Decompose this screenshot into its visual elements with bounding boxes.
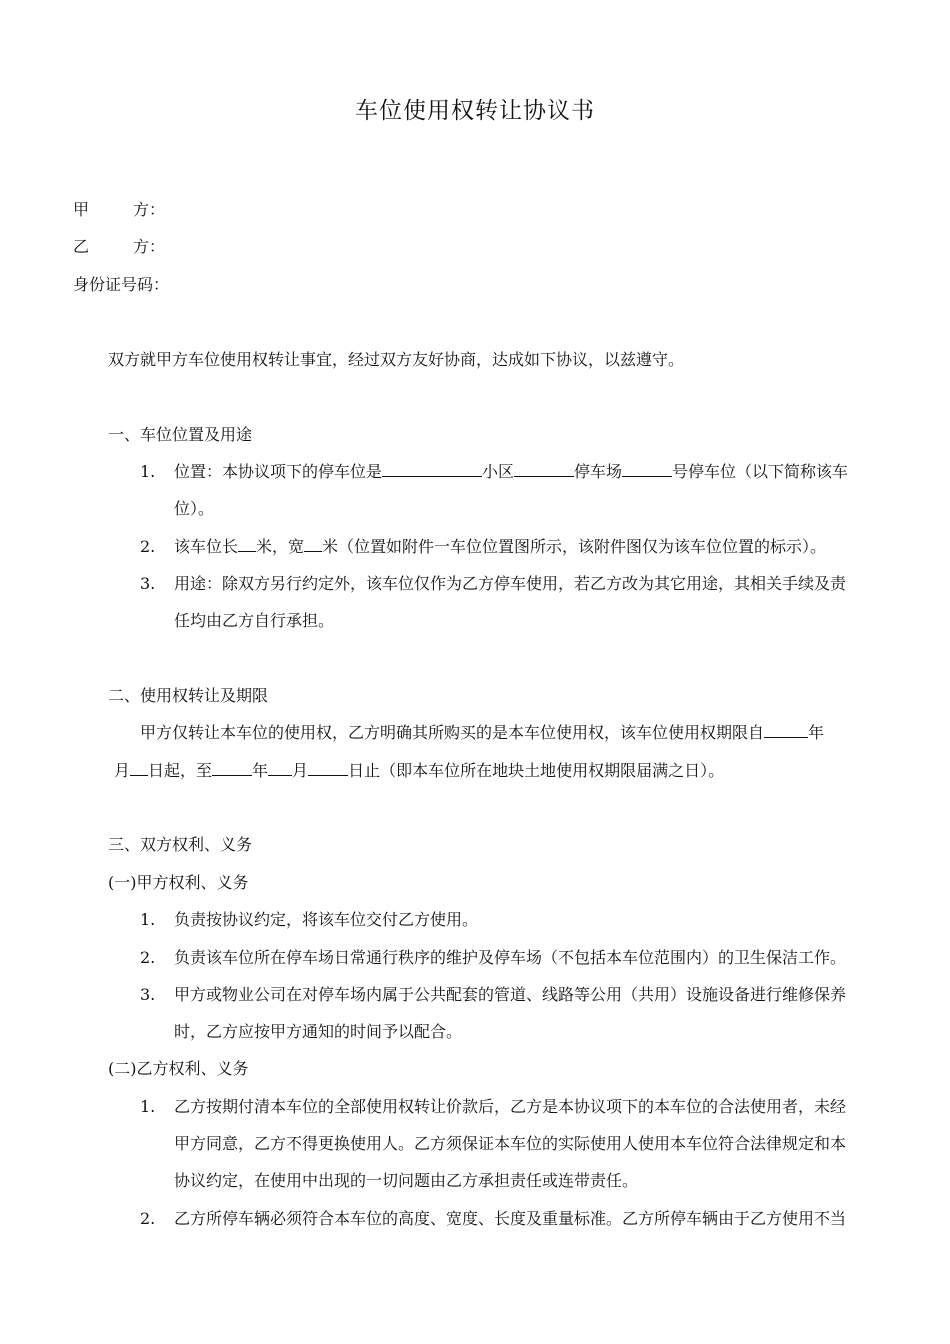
- s1-item2-number: 2.: [140, 537, 156, 556]
- s2-part4: 日起，至: [148, 761, 213, 780]
- s1-item1-continuation: 位）。: [174, 499, 215, 518]
- s3-sub1-heading: (一)甲方权利、义务: [108, 873, 249, 892]
- s2-paragraph-line1: [140, 723, 824, 743]
- s2-part2: 年: [808, 723, 825, 742]
- party-b-label: 乙: [73, 237, 90, 256]
- section3-heading: 三、双方权利、义务: [108, 835, 253, 854]
- s3-sub1-item3-number: 3.: [140, 985, 156, 1004]
- document-title: 车位使用权转让协议书: [355, 98, 595, 124]
- s1-item1-part3: 停车场: [574, 462, 623, 481]
- s3-sub2-item1-line3: 协议约定，在使用中出现的一切问题由乙方承担责任或连带责任。: [174, 1171, 639, 1190]
- s1-item1-number: 1.: [140, 462, 156, 481]
- intro-paragraph: 双方就甲方车位使用权转让事宜，经过双方友好协商，达成如下协议，以兹遵守。: [108, 350, 685, 369]
- end-month-blank: [268, 761, 292, 776]
- s3-sub1-item2-number: 2.: [140, 948, 156, 967]
- length-blank: [238, 537, 256, 552]
- parking-lot-blank: [514, 462, 574, 477]
- s1-item3-line1: 用途：除双方另行约定外，该车位仅作为乙方停车使用，若乙方改为其它用途，其相关手续及责: [174, 574, 847, 593]
- start-month-blank: [130, 761, 148, 776]
- section2-heading: 二、使用权转让及期限: [108, 686, 269, 705]
- s1-item2-part3: 米（位置如附件一车位位置图所示，该附件图仅为该车位位置的标示）。: [322, 537, 827, 556]
- space-number-blank: [622, 462, 672, 477]
- s2-part7: 日止（即本车位所在地块土地使用权期限届满之日）。: [348, 761, 725, 780]
- s1-item1-part1: 位置：本协议项下的停车位是: [174, 462, 383, 481]
- end-year-blank: [212, 761, 252, 776]
- s3-sub1-item3-line1: 甲方或物业公司在对停车场内属于公共配套的管道、线路等公用（共用）设施设备进行维修保养: [174, 985, 847, 1004]
- s2-part6: 月: [292, 761, 309, 780]
- s3-sub2-item2-number: 2.: [140, 1209, 156, 1228]
- community-blank: [382, 462, 482, 477]
- s3-sub2-item1-line1: 乙方按期付清本车位的全部使用权转让价款后，乙方是本协议项下的本车位的合法使用者，未经: [174, 1097, 847, 1116]
- s1-item3-line2: 任均由乙方自行承担。: [174, 611, 335, 630]
- party-b-suffix: 方：: [133, 237, 166, 256]
- width-blank: [304, 537, 322, 552]
- s2-paragraph-line2: [114, 761, 724, 781]
- s2-part3: 月: [114, 761, 131, 780]
- start-year-blank: [764, 723, 808, 738]
- party-a-label: 甲: [73, 200, 90, 219]
- s3-sub2-item2-line1: 乙方所停车辆必须符合本车位的高度、宽度、长度及重量标准。乙方所停车辆由于乙方使用不当: [174, 1209, 847, 1228]
- s3-sub1-item1-number: 1.: [140, 910, 156, 929]
- s1-item2-part2: 米，宽: [256, 537, 305, 556]
- s1-item1-text: [174, 462, 848, 482]
- s1-item2-part1: 该车位长: [174, 537, 239, 556]
- s2-part1: 甲方仅转让本车位的使用权，乙方明确其所购买的是本车位使用权，该车位使用权期限自: [140, 723, 765, 742]
- s3-sub2-item1-line2: 甲方同意，乙方不得更换使用人。乙方须保证本车位的实际使用人使用本车位符合法律规定和本: [174, 1134, 847, 1153]
- s2-part5: 年: [252, 761, 269, 780]
- party-a-line: [73, 200, 165, 220]
- id-number-label: 身份证号码：: [73, 275, 170, 294]
- s3-sub1-item3-line2: 时，乙方应按甲方通知的时间予以配合。: [174, 1022, 463, 1041]
- s1-item1-part4: 号停车位（以下简称该车: [672, 462, 849, 481]
- s3-sub1-item2-text: 负责该车位所在停车场日常通行秩序的维护及停车场（不包括本车位范围内）的卫生保洁工作。: [174, 948, 847, 967]
- s3-sub2-item1-number: 1.: [140, 1097, 156, 1116]
- s1-item3-number: 3.: [140, 574, 156, 593]
- s1-item2-text: [174, 537, 826, 557]
- s1-item1-part2: 小区: [482, 462, 515, 481]
- end-day-blank: [308, 761, 348, 776]
- party-a-suffix: 方：: [133, 200, 166, 219]
- s3-sub2-heading: (二)乙方权利、义务: [108, 1059, 249, 1078]
- section1-heading: 一、车位位置及用途: [108, 425, 253, 444]
- party-b-line: [73, 237, 165, 257]
- s3-sub1-item1-text: 负责按协议约定，将该车位交付乙方使用。: [174, 910, 479, 929]
